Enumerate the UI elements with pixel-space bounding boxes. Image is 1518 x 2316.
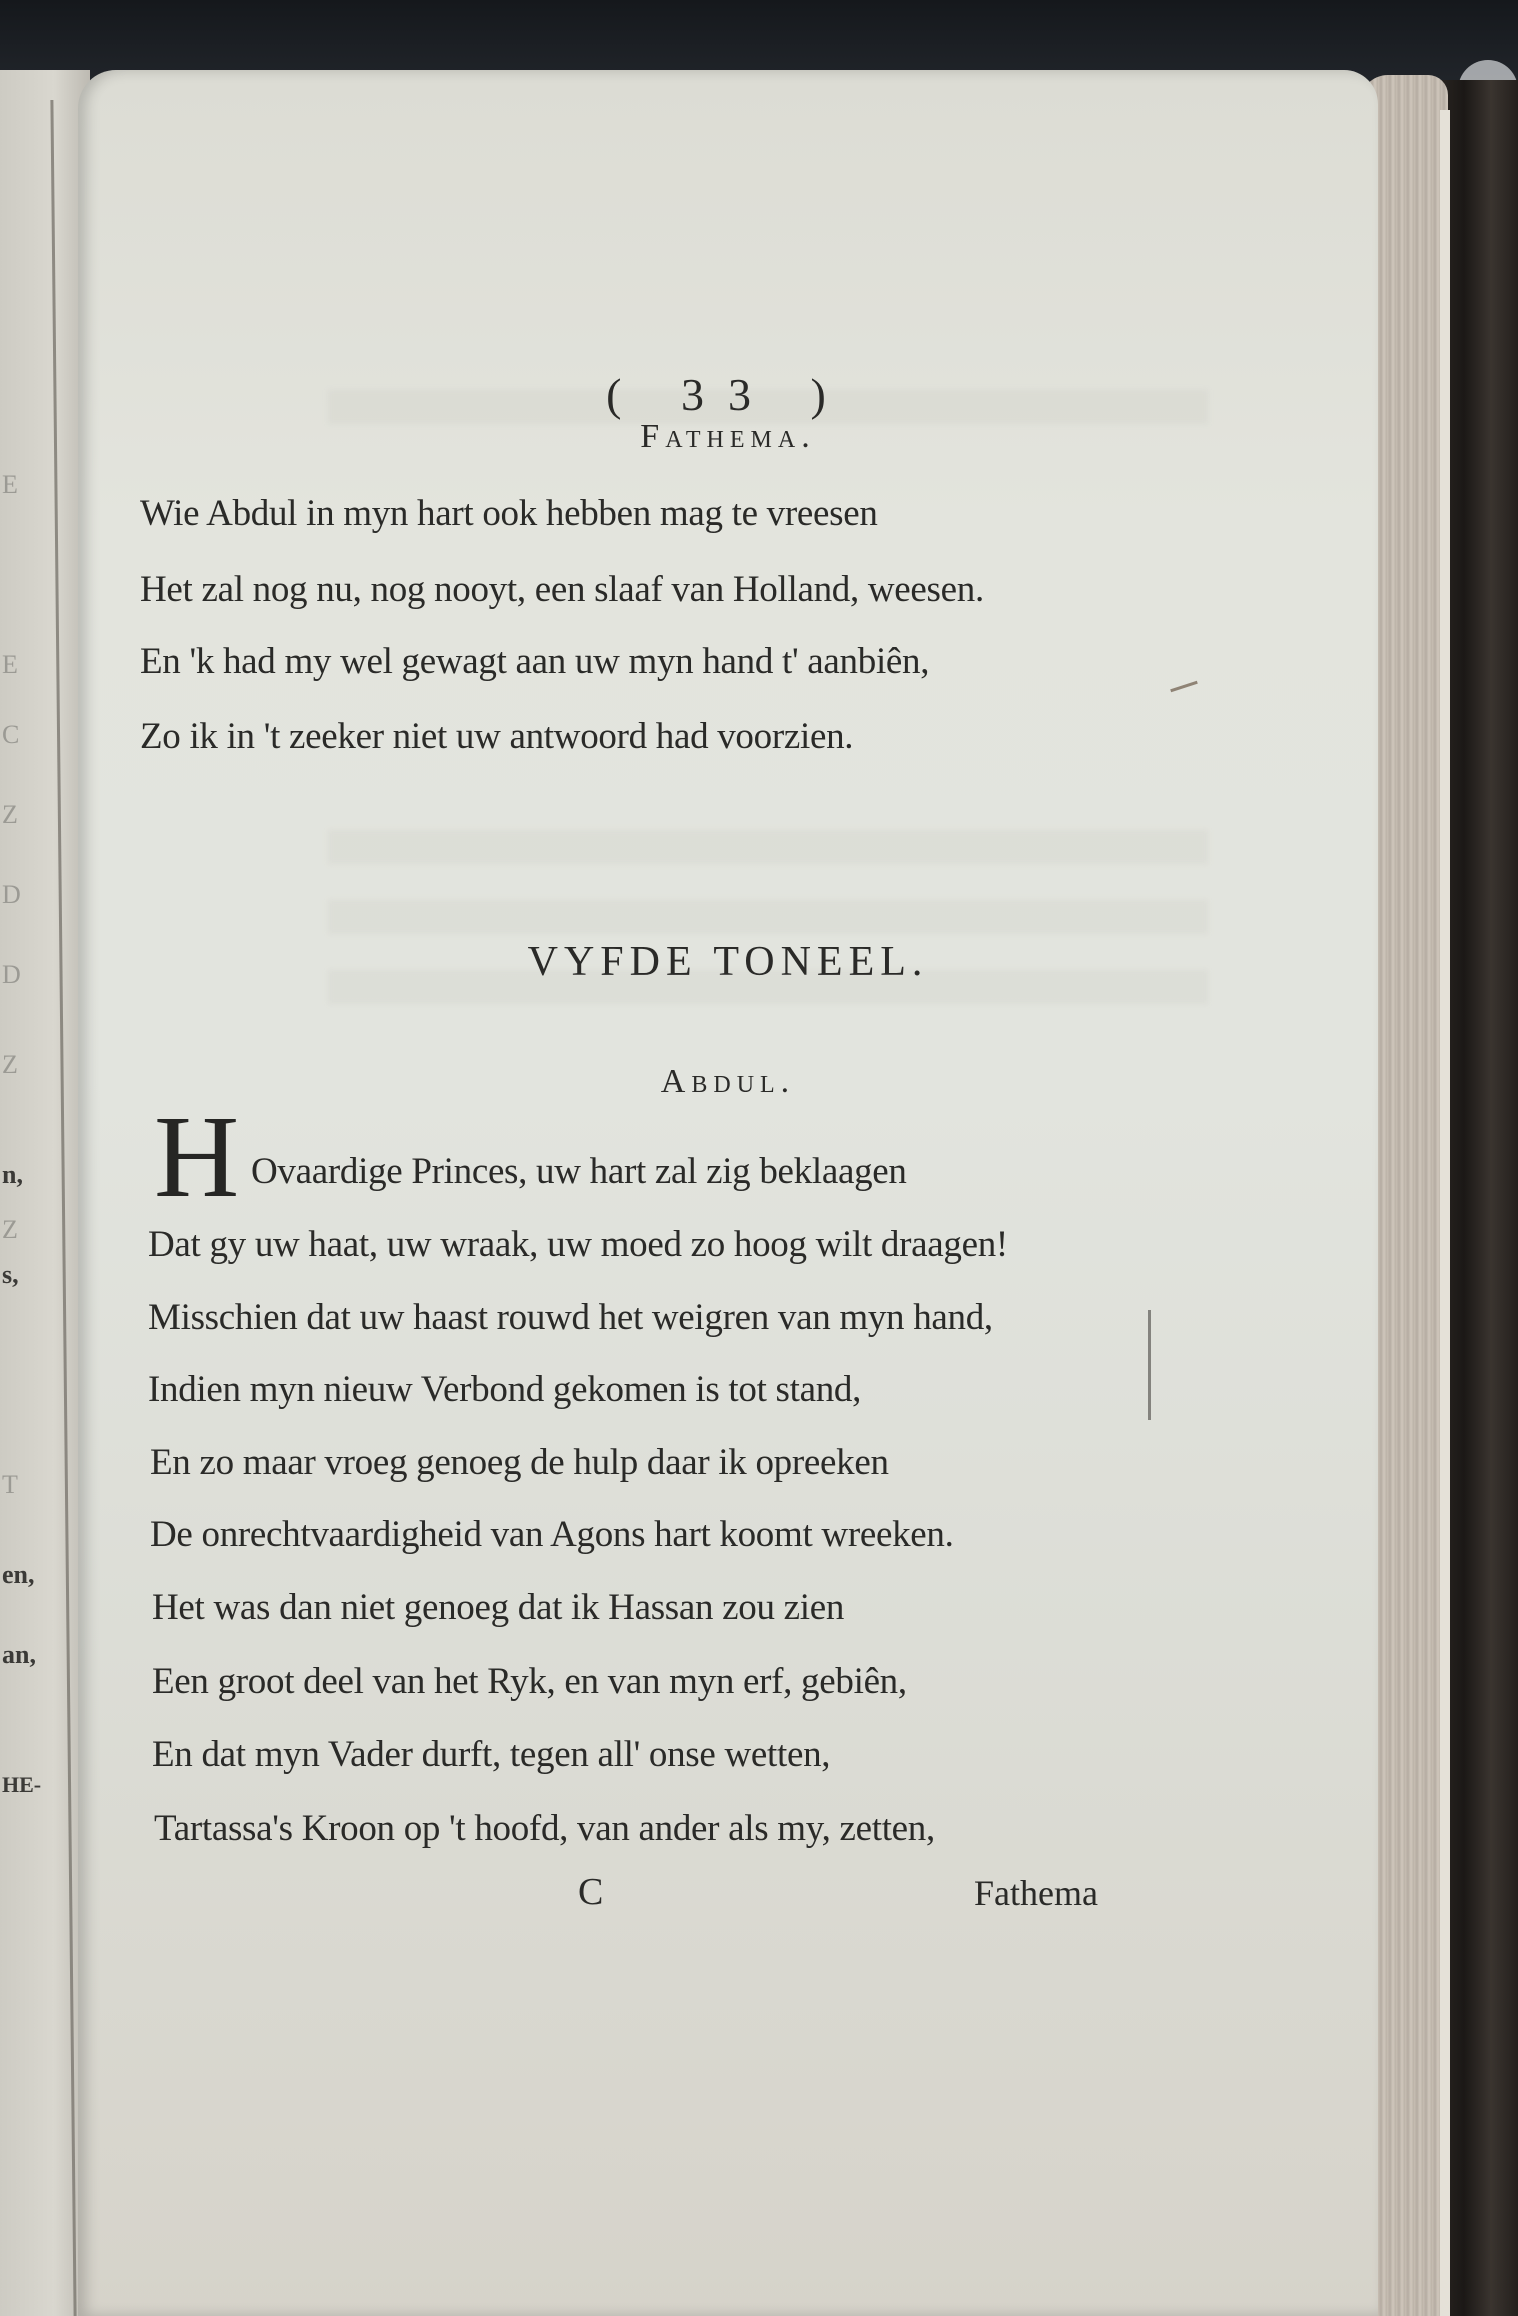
verse-line: Tartassa's Kroon op 't hoofd, van ander als my, zetten, [154,1808,935,1849]
show-through [328,900,1208,934]
verse-line: Een groot deel van het Ryk, en van myn erf, gebiên, [152,1661,907,1702]
left-page-fragment: en, [2,1560,35,1589]
show-through [328,830,1208,864]
verse-line: Ovaardige Princes, uw hart zal zig beklaagen [251,1151,907,1192]
left-page-fragment: n, [2,1160,23,1189]
drop-cap: H [154,1091,240,1222]
left-page-fragment: HE- [2,1772,42,1797]
verse-line: En 'k had my wel gewagt aan uw myn hand t' aanbiên, [140,641,930,682]
scene-heading: VYFDE TONEEL. [527,939,929,985]
left-page-fragment: C [2,720,20,749]
left-page-fragment: Z [2,1050,18,1079]
left-page-fragment: E [2,650,18,679]
speaker-name: Abdul. [660,1063,796,1100]
pencil-margin-mark [1148,1310,1151,1420]
left-page-fragment: T [2,1470,18,1499]
left-page-fragment: D [2,880,21,909]
left-page-fragment: Z [2,1215,18,1244]
page-edges-rim [1440,110,1450,2316]
verse-line: Misschien dat uw haast rouwd het weigren van myn hand, [148,1297,993,1338]
verse-line: Wie Abdul in myn hart ook hebben mag te vreesen [140,493,878,534]
verse-line: En dat myn Vader durft, tegen all' onse wetten, [152,1734,831,1775]
catchword: Fathema [974,1873,1098,1913]
left-page-fragment: Z [2,800,18,829]
left-page-fragment: E [2,470,18,499]
verse-line: Het was dan niet genoeg dat ik Hassan zou zien [152,1587,845,1628]
left-page-fragment: D [2,960,21,989]
speaker-name: Fathema. [640,418,816,455]
book-page [78,70,1378,2316]
signature-mark: C [578,1871,604,1913]
verse-line: Het zal nog nu, nog nooyt, een slaaf van Holland, weesen. [140,569,984,610]
left-page-fragment: s, [2,1260,19,1289]
facing-left-page [0,70,90,2316]
paper-fleck [1170,681,1198,693]
verse-line: De onrechtvaardigheid van Agons hart koomt wreeken. [150,1514,954,1555]
verse-line: Dat gy uw haat, uw wraak, uw moed zo hoog wilt draagen! [148,1224,1008,1265]
left-page-fragment: an, [2,1640,36,1669]
verse-line: Zo ik in 't zeeker niet uw antwoord had voorzien. [140,716,854,757]
page-number: ( 33 ) [606,369,850,420]
verse-line: Indien myn nieuw Verbond gekomen is tot stand, [148,1369,862,1410]
verse-line: En zo maar vroeg genoeg de hulp daar ik opreeken [150,1442,889,1483]
